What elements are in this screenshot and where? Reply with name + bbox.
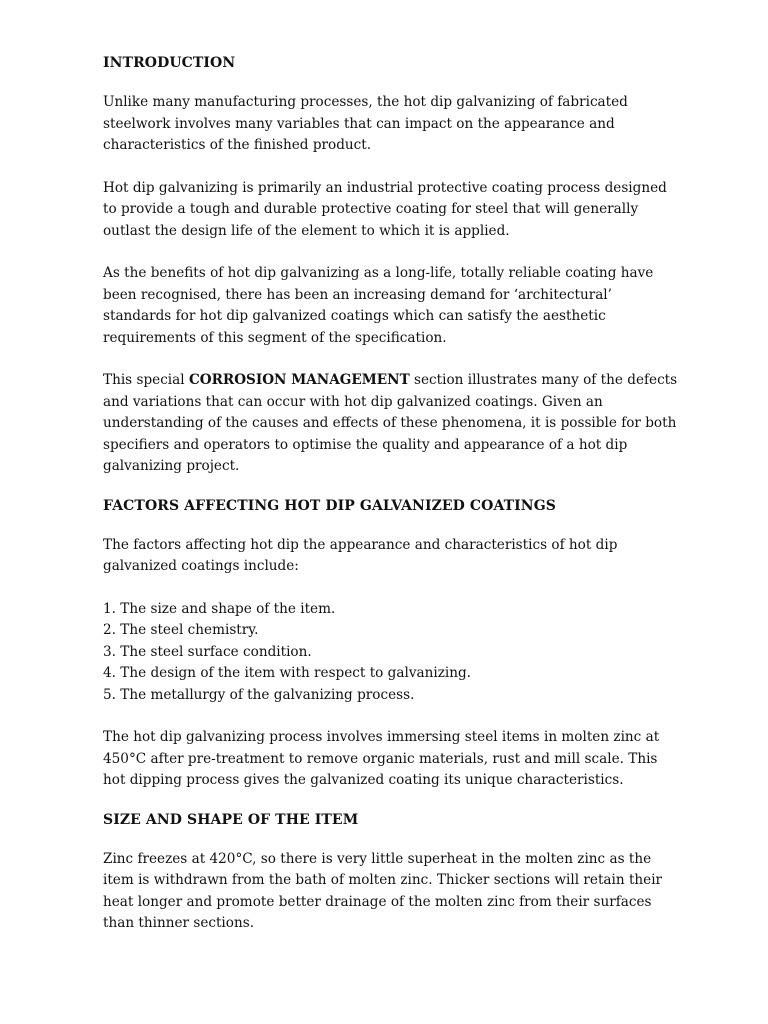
process-paragraph: The hot dip galvanizing process involves immersing steel items in molten zinc at 450°C after pre-treatment to remove organic materials, rust and mill scale. This hot dipping process gives the galvanized coating its unique characteristics. (103, 729, 660, 788)
intro-paragraph-4-lead: This special (103, 372, 189, 388)
document-page (103, 52, 683, 956)
factors-intro-paragraph: The factors affecting hot dip the appearance and characteristics of hot dip galvanized coatings include: (103, 536, 618, 574)
list-item: 3. The steel surface condition. (103, 643, 312, 660)
intro-paragraph-1: Unlike many manufacturing processes, the hot dip galvanizing of fabricated steelwork involves many variables that can impact on the appearance and characteristics of the finished product. (103, 94, 628, 153)
heading-introduction: INTRODUCTION (103, 55, 236, 71)
list-item: 2. The steel chemistry. (103, 622, 259, 638)
heading-factors: FACTORS AFFECTING HOT DIP GALVANIZED COATINGS (103, 497, 556, 514)
list-item: 4. The design of the item with respect to galvanizing. (103, 665, 471, 681)
list-item: 5. The metallurgy of the galvanizing process. (103, 686, 415, 703)
corrosion-management-emphasis: CORROSION MANAGEMENT (188, 372, 410, 388)
list-item: 1. The size and shape of the item. (103, 600, 336, 617)
intro-paragraph-3: As the benefits of hot dip galvanizing as a long-life, totally reliable coating have been recognised, there has been an increasing demand for ‘architectural’ standards for hot dip galvanized coatings which can satisfy the aesthetic requirements of this segment of the specification. (103, 265, 654, 346)
intro-paragraph-4-rest: section illustrates many of the defects and variations that can occur with hot dip galvanized coatings. Given an understanding of the causes and effects of these phenomena, it is possible for both specifiers and operators to optimise the quality and appearance of a hot dip galvanizing project. (103, 372, 678, 474)
factors-list (103, 599, 683, 707)
size-shape-paragraph: Zinc freezes at 420°C, so there is very little superheat in the molten zinc as the item is withdrawn from the bath of molten zinc. Thicker sections will retain their heat longer and promote better drainage of the molten zinc from their surfaces than thinner sections. (103, 850, 663, 931)
intro-paragraph-2: Hot dip galvanizing is primarily an industrial protective coating process designed to provide a tough and durable protective coating for steel that will generally outlast the design life of the element to which it is applied. (103, 179, 667, 239)
heading-size-shape: SIZE AND SHAPE OF THE ITEM (103, 811, 359, 828)
intro-paragraph-4 (103, 370, 683, 478)
